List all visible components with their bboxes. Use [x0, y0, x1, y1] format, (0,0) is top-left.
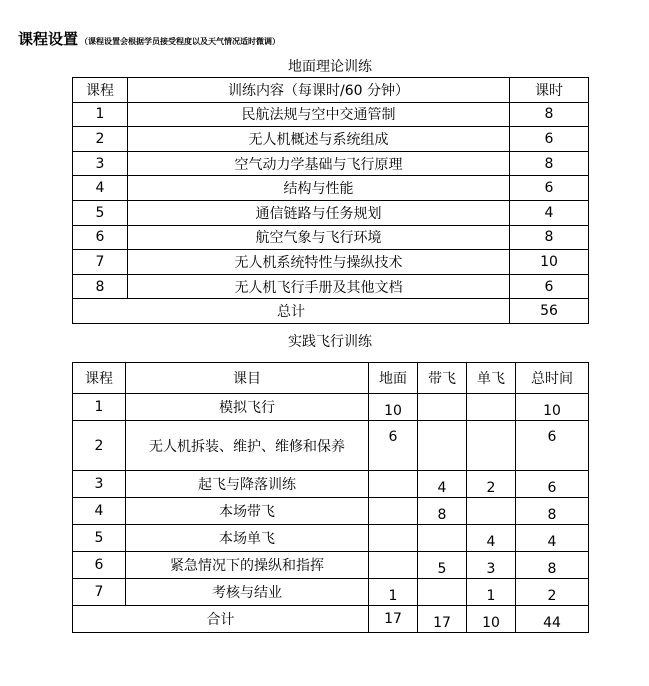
- table-row: [73, 525, 589, 552]
- row-content: 民航法规与空中交通管制: [128, 102, 510, 127]
- row-no: 7: [73, 579, 126, 606]
- header-item: 课目: [126, 363, 369, 394]
- row-hours: 6: [510, 176, 589, 201]
- header-dual: 带飞: [418, 363, 467, 394]
- row-hours: 8: [510, 151, 589, 176]
- header-ground: 地面: [369, 363, 418, 394]
- header-content: 训练内容（每课时/60 分钟）: [128, 78, 510, 103]
- page-heading: [18, 28, 280, 49]
- row-ground: [369, 525, 418, 552]
- total-label: 总计: [73, 299, 510, 324]
- row-ground: [369, 552, 418, 579]
- table-row: [73, 225, 589, 250]
- row-solo: 2: [467, 471, 516, 498]
- row-dual: [418, 421, 467, 471]
- table-row: [73, 498, 589, 525]
- row-item: 考核与结业: [126, 579, 369, 606]
- table-row: [73, 102, 589, 127]
- row-content: 通信链路与任务规划: [128, 200, 510, 225]
- header-solo: 单飞: [467, 363, 516, 394]
- row-no: 5: [73, 200, 128, 225]
- row-item: 起飞与降落训练: [126, 471, 369, 498]
- row-total: 8: [516, 552, 589, 579]
- practice-caption: 实践飞行训练: [288, 334, 372, 350]
- row-item: 无人机拆装、维护、维修和保养: [126, 421, 369, 471]
- row-ground: 6: [369, 421, 418, 471]
- table-row: [73, 250, 589, 275]
- row-total: 6: [516, 421, 589, 471]
- header-course: 课程: [73, 363, 126, 394]
- table-row: [73, 421, 589, 471]
- table-row: [73, 579, 589, 606]
- row-hours: 4: [510, 200, 589, 225]
- row-hours: 6: [510, 127, 589, 152]
- row-solo: 3: [467, 552, 516, 579]
- table-header-row: [73, 78, 589, 103]
- header-course: 课程: [73, 78, 128, 103]
- row-hours: 10: [510, 250, 589, 275]
- row-item: 本场单飞: [126, 525, 369, 552]
- row-no: 5: [73, 525, 126, 552]
- row-hours: 6: [510, 274, 589, 299]
- row-dual: [418, 579, 467, 606]
- table-row: [73, 274, 589, 299]
- row-no: 7: [73, 250, 128, 275]
- table-header-row: [73, 363, 589, 394]
- row-dual: [418, 525, 467, 552]
- row-no: 3: [73, 151, 128, 176]
- table-row: [73, 394, 589, 421]
- row-ground: 1: [369, 579, 418, 606]
- sum-label: 合计: [73, 606, 369, 633]
- row-solo: [467, 498, 516, 525]
- table-row: [73, 151, 589, 176]
- row-no: 6: [73, 552, 126, 579]
- row-no: 2: [73, 421, 126, 471]
- row-no: 4: [73, 498, 126, 525]
- practice-table: [72, 362, 589, 633]
- row-total: 10: [516, 394, 589, 421]
- row-ground: [369, 498, 418, 525]
- row-hours: 8: [510, 102, 589, 127]
- header-hours: 课时: [510, 78, 589, 103]
- table-row: [73, 200, 589, 225]
- row-solo: 1: [467, 579, 516, 606]
- row-no: 1: [73, 394, 126, 421]
- row-content: 空气动力学基础与飞行原理: [128, 151, 510, 176]
- row-ground: [369, 471, 418, 498]
- row-content: 无人机飞行手册及其他文档: [128, 274, 510, 299]
- row-item: 本场带飞: [126, 498, 369, 525]
- row-no: 2: [73, 127, 128, 152]
- table-row: [73, 176, 589, 201]
- sum-row: [73, 606, 589, 633]
- row-item: 紧急情况下的操纵和指挥: [126, 552, 369, 579]
- row-hours: 8: [510, 225, 589, 250]
- row-dual: 5: [418, 552, 467, 579]
- row-content: 无人机概述与系统组成: [128, 127, 510, 152]
- theory-caption: 地面理论训练: [288, 59, 372, 75]
- row-solo: [467, 421, 516, 471]
- header-total: 总时间: [516, 363, 589, 394]
- row-no: 3: [73, 471, 126, 498]
- row-dual: [418, 394, 467, 421]
- row-content: 航空气象与飞行环境: [128, 225, 510, 250]
- row-content: 无人机系统特性与操纵技术: [128, 250, 510, 275]
- table-row: [73, 127, 589, 152]
- row-dual: 4: [418, 471, 467, 498]
- sum-dual: 17: [418, 606, 467, 633]
- table-row: [73, 552, 589, 579]
- row-no: 6: [73, 225, 128, 250]
- row-solo: [467, 394, 516, 421]
- row-total: 4: [516, 525, 589, 552]
- sum-ground: 17: [369, 606, 418, 633]
- row-content: 结构与性能: [128, 176, 510, 201]
- table-row: [73, 471, 589, 498]
- row-solo: 4: [467, 525, 516, 552]
- row-ground: 10: [369, 394, 418, 421]
- total-row: [73, 299, 589, 324]
- row-total: 6: [516, 471, 589, 498]
- sum-total: 44: [516, 606, 589, 633]
- heading-title: 课程设置: [18, 30, 79, 48]
- row-item: 模拟飞行: [126, 394, 369, 421]
- sum-solo: 10: [467, 606, 516, 633]
- row-no: 1: [73, 102, 128, 127]
- row-total: 8: [516, 498, 589, 525]
- row-no: 4: [73, 176, 128, 201]
- heading-note: （课程设置会根据学员接受程度以及天气情况适时微调）: [80, 37, 281, 46]
- row-dual: 8: [418, 498, 467, 525]
- row-no: 8: [73, 274, 128, 299]
- row-total: 2: [516, 579, 589, 606]
- total-hours: 56: [510, 299, 589, 324]
- theory-table: [72, 77, 589, 324]
